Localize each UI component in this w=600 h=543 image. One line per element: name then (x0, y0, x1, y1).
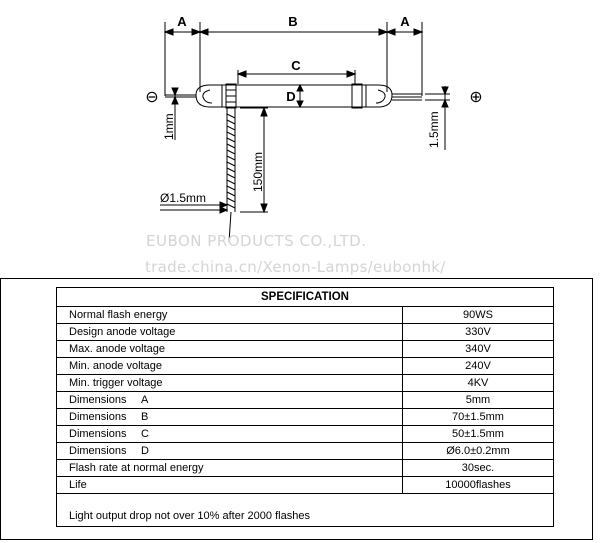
spec-value: 70±1.5mm (403, 409, 554, 426)
spec-parameter (57, 426, 403, 443)
dimension-a-left-label: A (177, 14, 187, 29)
spec-parameter (57, 460, 403, 477)
spec-row (57, 358, 554, 375)
spec-parameter (57, 477, 403, 494)
spec-parameter (57, 443, 403, 460)
trigger-wire-diameter-label: Ø1.5mm (160, 191, 207, 205)
spec-parameter-label: Dimensions (69, 411, 127, 423)
spec-parameter-dimension-letter: B (141, 411, 149, 423)
spec-row (57, 426, 554, 443)
minus-terminal-icon: ⊖ (145, 89, 159, 106)
watermark-url: trade.china.cn/Xenon-Lamps/eubonhk/ (145, 258, 446, 276)
spec-footer-note: Light output drop not over 10% after 2000 flashes (57, 506, 554, 527)
spec-row (57, 409, 554, 426)
plus-terminal-icon: ⊕ (469, 89, 483, 106)
spec-parameter-label: Normal flash energy (69, 309, 168, 321)
spec-row (57, 307, 554, 324)
spec-value: 340V (403, 341, 554, 358)
spec-parameter-dimension-letter: A (141, 394, 149, 406)
spec-parameter (57, 307, 403, 324)
spec-parameter (57, 358, 403, 375)
spec-parameter (57, 392, 403, 409)
spec-row (57, 460, 554, 477)
spec-parameter-label: Dimensions (69, 445, 127, 457)
spec-value: 4KV (403, 375, 554, 392)
trigger-wire-length-label: 150mm (251, 151, 265, 192)
dimension-c-label: C (291, 58, 301, 73)
spec-parameter-dimension-letter: D (141, 445, 149, 457)
watermark-company: EUBON PRODUCTS CO.,LTD. (146, 232, 367, 250)
spec-parameter-dimension-letter: C (141, 428, 149, 440)
spec-row (57, 477, 554, 494)
spec-value: 5mm (403, 392, 554, 409)
spec-parameter (57, 375, 403, 392)
spec-value: 10000flashes (403, 477, 554, 494)
dimension-b-label: B (288, 14, 298, 29)
spec-value: Ø6.0±0.2mm (403, 443, 554, 460)
spec-parameter-label: Dimensions (69, 428, 127, 440)
spec-parameter (57, 324, 403, 341)
spec-parameter-label: Max. anode voltage (69, 343, 166, 355)
spec-row (57, 324, 554, 341)
spec-row (57, 341, 554, 358)
spec-parameter (57, 341, 403, 358)
spec-value: 50±1.5mm (403, 426, 554, 443)
lead-right-thickness-label: 1.5mm (427, 111, 441, 148)
dimension-a-right-label: A (400, 14, 410, 29)
spec-parameter-label: Min. anode voltage (69, 360, 162, 372)
spec-title-row (57, 288, 554, 307)
spec-parameter-label: Life (69, 479, 87, 491)
spec-value: 240V (403, 358, 554, 375)
spec-parameter-label: Design anode voltage (69, 326, 176, 338)
spec-value: 30sec. (403, 460, 554, 477)
spec-parameter-label: Min. trigger voltage (69, 377, 163, 389)
dimension-d-label: D (286, 89, 296, 104)
spec-parameter-label: Flash rate at normal energy (69, 462, 204, 474)
spec-row (57, 375, 554, 392)
spec-value: 330V (403, 324, 554, 341)
spec-title: SPECIFICATION (57, 288, 554, 307)
spec-spacer-row (57, 494, 554, 507)
specification-table (56, 287, 554, 527)
spec-parameter-label: Dimensions (69, 394, 127, 406)
lead-left-thickness-label: 1mm (162, 113, 176, 140)
spec-row (57, 392, 554, 409)
spec-footer-row (57, 506, 554, 527)
spec-row (57, 443, 554, 460)
spec-parameter (57, 409, 403, 426)
spec-spacer (57, 494, 554, 507)
spec-value: 90WS (403, 307, 554, 324)
